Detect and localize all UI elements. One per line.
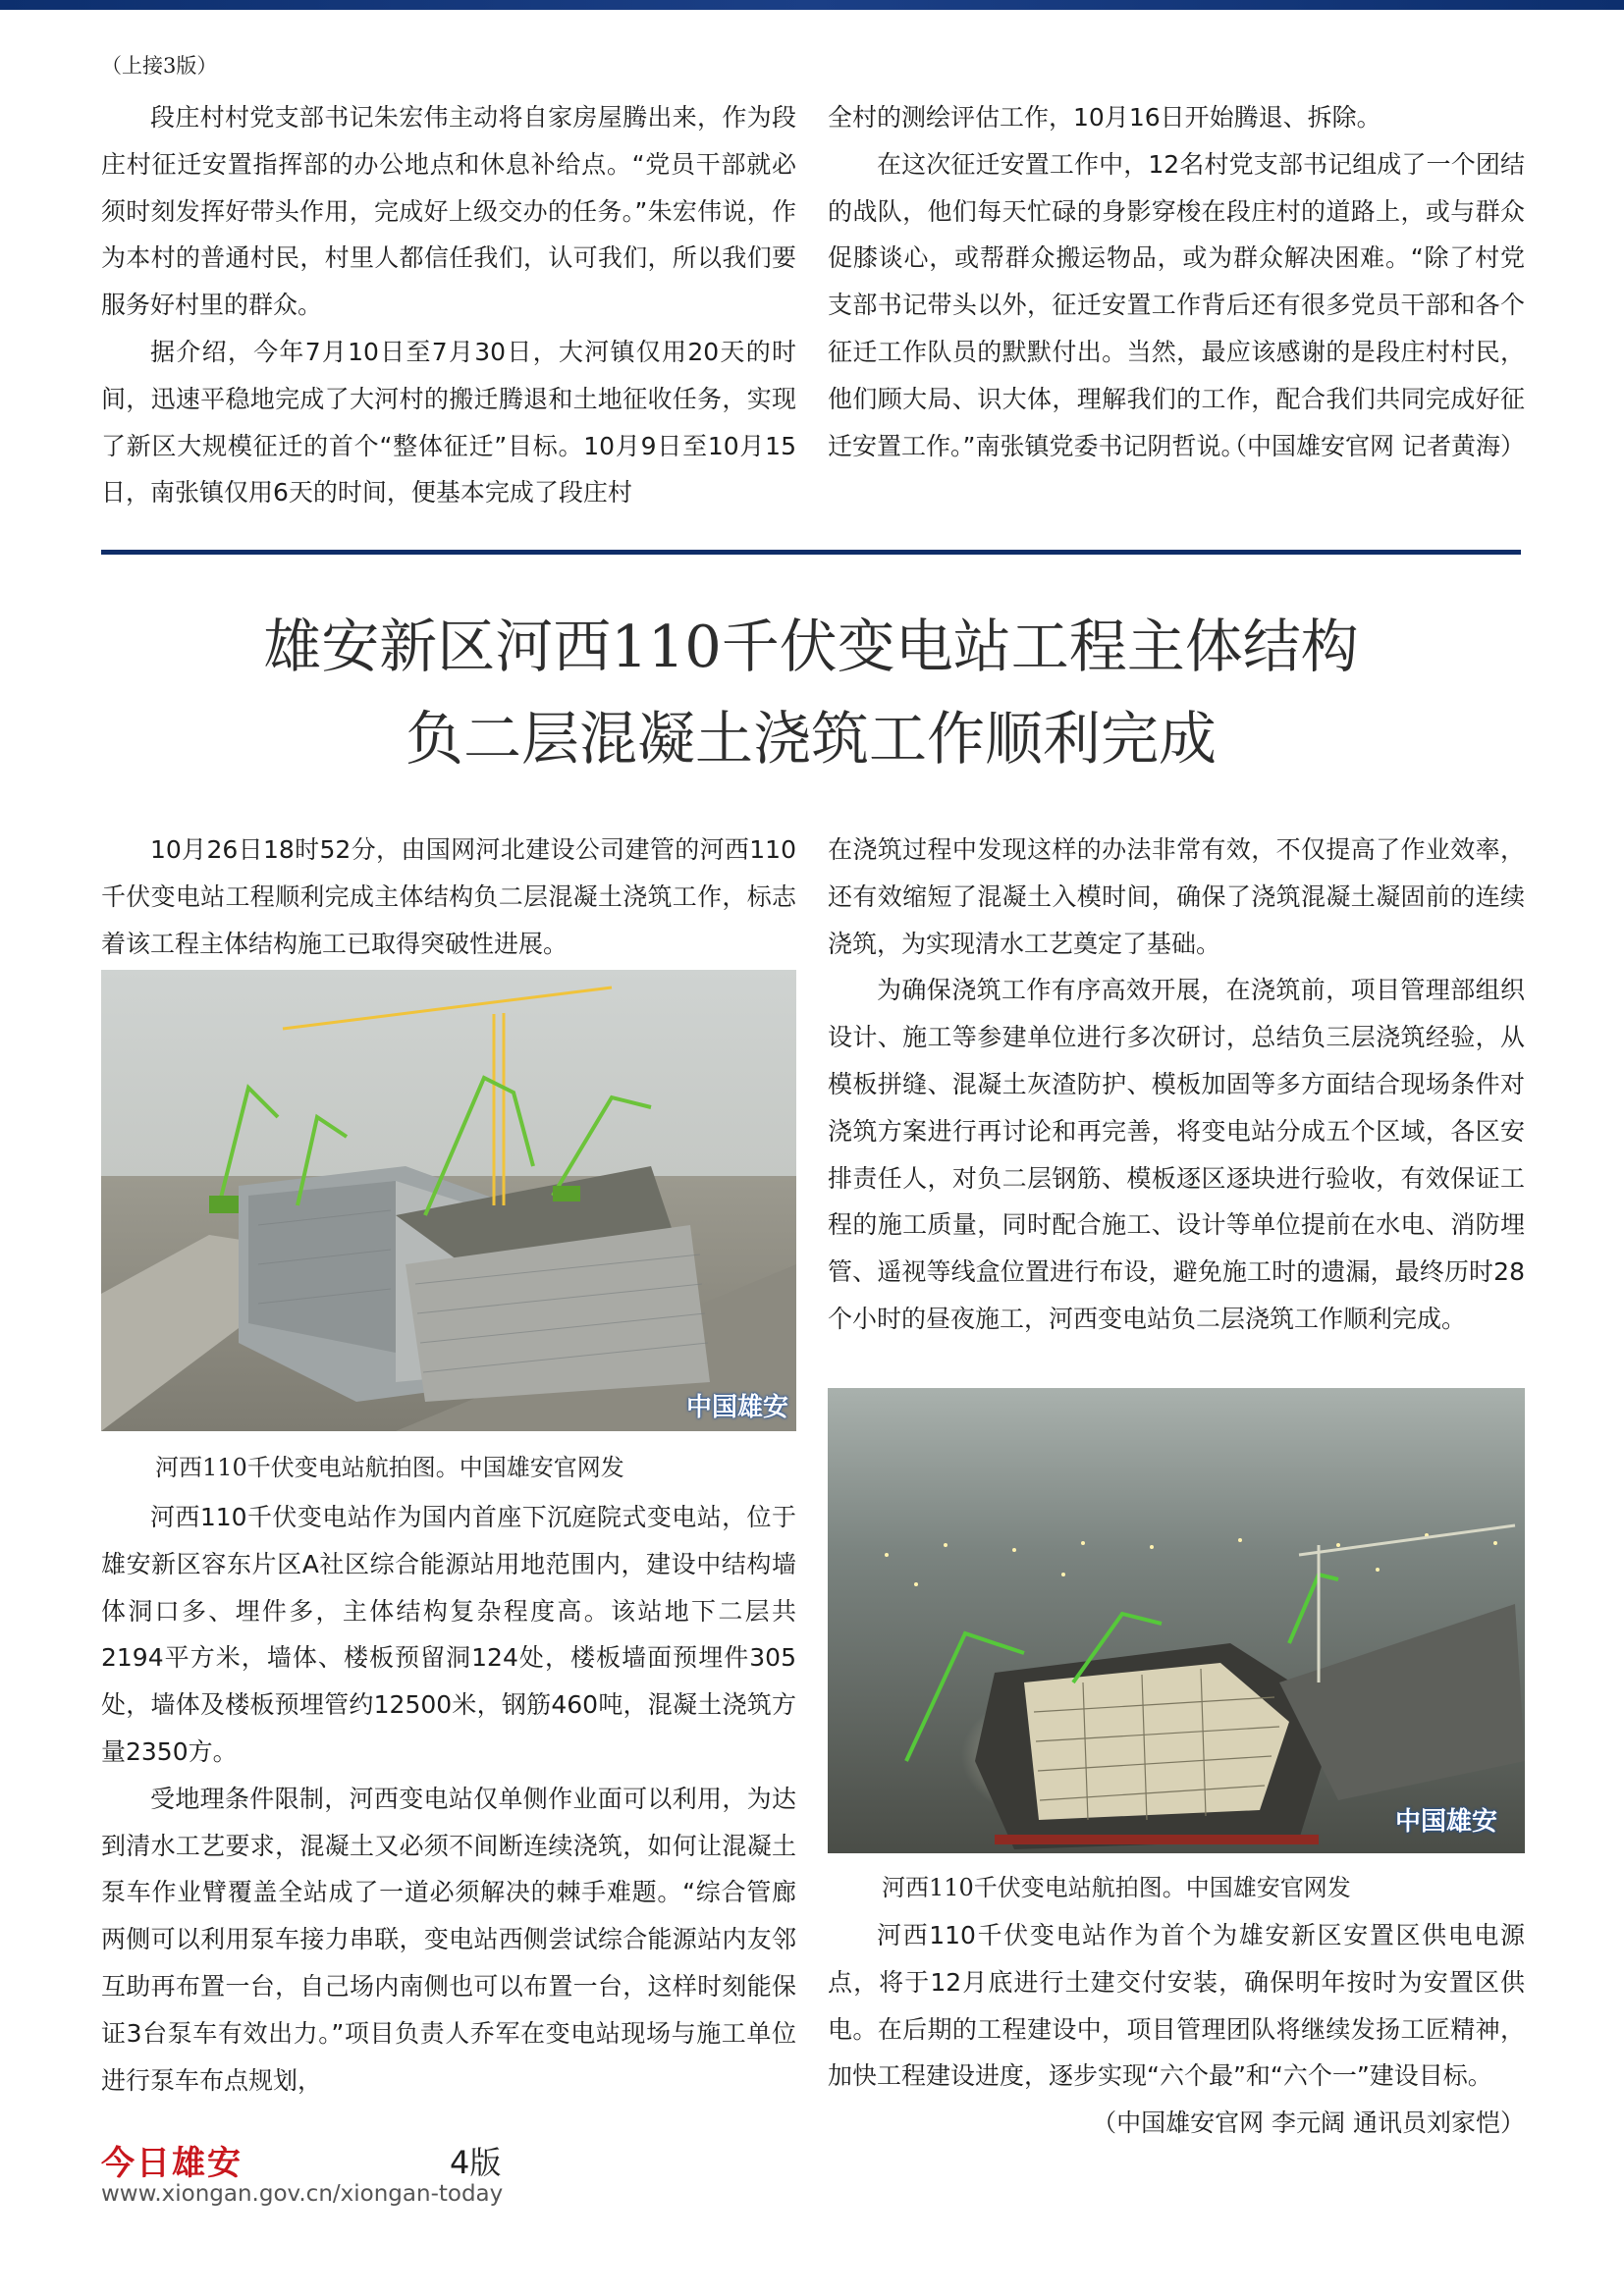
article-paragraph: 在浇筑过程中发现这样的办法非常有效，不仅提高了作业效率，还有效缩短了混凝土入模时间，确保了浇筑混凝土凝固前的连续浇筑，为实现清水工艺奠定了基础。 (828, 835, 1525, 958)
article-headline (101, 601, 1521, 785)
article-right-top (828, 827, 1525, 1343)
article-paragraph: 河西110千伏变电站作为首个为雄安新区安置区供电电源点，将于12月底进行土建交付安装，确保明年按时为安置区供电。在后期的工程建设中，项目管理团队将继续发扬工匠精神，加快工程建设进度，逐步实现“六个最”和“六个一”建设目标。 (828, 1921, 1525, 2091)
article-credit: （中国雄安官网 李元阔 通讯员刘家恺） (1092, 2109, 1525, 2138)
newspaper-brand: 今日雄安 (101, 2144, 243, 2183)
continued-label: （上接3版） (101, 54, 218, 78)
article-left-bottom (101, 1494, 796, 2104)
footer-url[interactable]: www.xiongan.gov.cn/xiongan-today (101, 2181, 504, 2207)
article-paragraph: 10月26日18时52分，由国网河北建设公司建管的河西110千伏变电站工程顺利完成主体结构负二层混凝土浇筑工作，标志着该工程主体结构施工已取得突破性进展。 (101, 835, 796, 958)
prev-left-column (101, 94, 796, 516)
prev-paragraph: 段庄村村党支部书记朱宏伟主动将自家房屋腾出来，作为段庄村征迁安置指挥部的办公地点和休息补给点。“党员干部就必须时刻发挥好带头作用，完成好上级交办的任务。”朱宏伟说，作为本村的普通村民，村里人都信任我们，认可我们，所以我们要服务好村里的群众。 (101, 103, 796, 320)
prev-paragraph: 据介绍，今年7月10日至7月30日，大河镇仅用20天的时间，迅速平稳地完成了大河村的搬迁腾退和土地征收任务，实现了新区大规模征迁的首个“整体征迁”目标。10月9日至10月15日，南张镇仅用6天的时间，便基本完成了段庄村 (101, 337, 796, 507)
photo-caption-2: 河西110千伏变电站航拍图。中国雄安官网发 (882, 1874, 1351, 1901)
prev-paragraph: 在这次征迁安置工作中，12名村党支部书记组成了一个团结的战队，他们每天忙碌的身影穿梭在段庄村的道路上，或与群众促膝谈心，或帮群众搬运物品，或为群众解决困难。“除了村党支部书记带头以外，征迁安置工作背后还有很多党员干部和各个征迁工作队员的默默付出。当然，最应该感谢的是段庄村村民，他们顾大局、识大体，理解我们的工作，配合我们共同完成好征迁安置工作。”南张镇党委书记阴哲说。 (828, 149, 1525, 460)
article-left-top (101, 827, 796, 967)
photo-watermark: 中国雄安 (1394, 1807, 1497, 1837)
article-paragraph: 为确保浇筑工作有序高效开展，在浇筑前，项目管理部组织设计、施工等参建单位进行多次研讨，总结负三层浇筑经验，从模板拼缝、混凝土灰渣防护、模板加固等多方面结合现场条件对浇筑方案进行再讨论和再完善，将变电站分成五个区域，各区安排责任人，对负二层钢筋、模板逐区逐块进行验收，有效保证工程的施工质量，同时配合施工、设计等单位提前在水电、消防埋管、遥视等线盒位置进行布设，避免施工时的遗漏，最终历时28个小时的昼夜施工，河西变电站负二层浇筑工作顺利完成。 (828, 976, 1525, 1333)
headline-line-2: 负二层混凝土浇筑工作顺利完成 (405, 705, 1217, 773)
article-paragraph: 河西110千伏变电站作为国内首座下沉庭院式变电站，位于雄安新区容东片区A社区综合能源站用地范围内，建设中结构墙体洞口多、埋件多，主体结构复杂程度高。该站地下二层共2194平方米，墙体、楼板预留洞124处，楼板墙面预埋件305处，墙体及楼板预埋管约12500米，钢筋460吨，混凝土浇筑方量2350方。 (101, 1503, 796, 1766)
photo-watermark: 中国雄安 (685, 1393, 788, 1422)
top-bar (0, 0, 1624, 10)
prev-right-column (828, 94, 1525, 469)
article-right-bottom (828, 1912, 1525, 2147)
article-paragraph: 受地理条件限制，河西变电站仅单侧作业面可以利用，为达到清水工艺要求，混凝土又必须不间断连续浇筑，如何让混凝土泵车作业臂覆盖全站成了一道必须解决的棘手难题。“综合管廊两侧可以利用泵车接力串联，变电站西侧尝试综合能源站内友邻互助再布置一台，自己场内南侧也可以布置一台，这样时刻能保证3台泵车有效出力。”项目负责人乔军在变电站现场与施工单位进行泵车布点规划， (101, 1784, 796, 2095)
section-divider (101, 550, 1521, 555)
photo-caption-1: 河西110千伏变电站航拍图。中国雄安官网发 (155, 1454, 624, 1481)
aerial-photo-night (828, 1388, 1525, 1853)
headline-line-1: 雄安新区河西110千伏变电站工程主体结构 (263, 613, 1359, 680)
page-edition: 4版 (450, 2144, 502, 2181)
prev-paragraph: 全村的测绘评估工作，10月16日开始腾退、拆除。 (828, 103, 1381, 132)
prev-credit: （中国雄安官网 记者黄海） (1222, 431, 1525, 460)
aerial-photo-day (101, 970, 796, 1431)
